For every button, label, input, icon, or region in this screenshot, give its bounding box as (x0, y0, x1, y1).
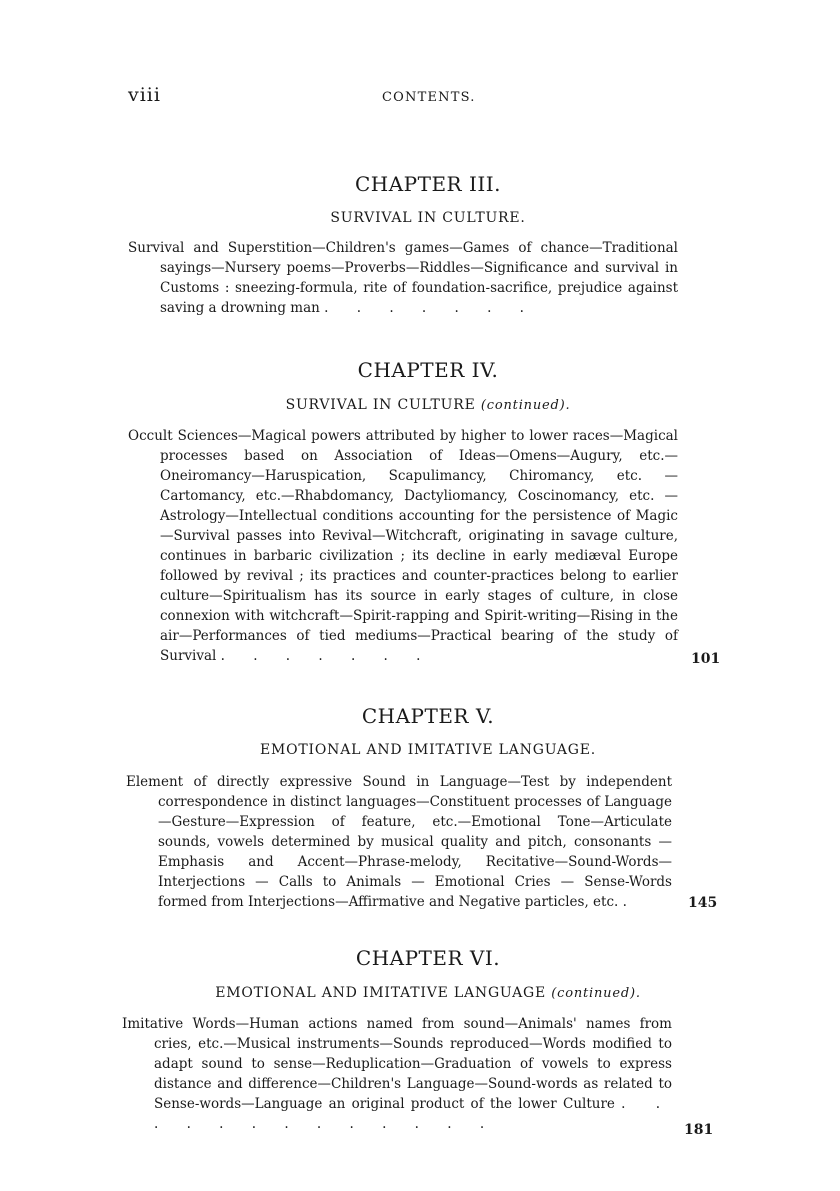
chapter-subtitle-text: EMOTIONAL AND IMITATIVE LANGUAGE. (259, 742, 597, 758)
chapter-summary-text: Survival and Superstition—Children's games—Games of chance—Traditional sayings—Nursery poems—Proverbs—Riddles—Significance and survival in Customs : sneezing-formula, rite of foundation-sacrifice, prejudice against saving a drowning man (128, 240, 678, 316)
chapter-5-entry (120, 704, 720, 912)
page-number: viii (128, 84, 161, 106)
chapter-page-number: 181 (684, 1122, 714, 1138)
chapter-summary-text: Imitative Words—Human actions named from sound—Animals' names from cries, etc.—Musical instruments—Sounds reproduced—Words modified to adapt sound to sense—Reduplication—Graduation of vowels to express distance and difference—Children's Language—Sound-words as related to Sense-words—Language an original product of the lower Culture (122, 1016, 672, 1112)
chapter-subtitle (120, 210, 736, 226)
chapter-4-entry (120, 358, 720, 666)
chapter-page-number: 145 (688, 895, 718, 911)
dot-leaders: . (622, 894, 639, 910)
chapter-subtitle-text: EMOTIONAL AND IMITATIVE LANGUAGE (215, 985, 547, 1001)
chapter-subtitle (120, 397, 736, 413)
chapter-title: CHAPTER IV. (357, 358, 499, 382)
chapter-summary (120, 426, 678, 666)
chapter-summary (120, 238, 678, 318)
dot-leaders: . . . . . . . (324, 300, 536, 316)
chapter-subtitle (120, 985, 736, 1001)
dot-leaders: . . . . . . . (220, 648, 433, 664)
chapter-title: CHAPTER V. (361, 704, 495, 728)
running-title: CONTENTS. (382, 90, 476, 105)
chapter-title: CHAPTER VI. (355, 946, 501, 970)
dot-leaders: . . . . . . . . . . . . . (154, 1096, 673, 1132)
chapter-3-entry (120, 172, 720, 318)
chapter-summary-text: Element of directly expressive Sound in Language—Test by independent correspondence in distinct languages—Constituent processes of Language—Gesture—Expression of feature, etc.—Emotional Tone—Articulate sounds, vowels determined by musical quality and pitch, consonants —Emphasis and Accent—Phrase-melody, Recitative—Sound-Words—Interjections — Calls to Animals — Emotional Cries — Sense-Words formed from Interjections—Affirmative and Negative particles, etc. (126, 774, 672, 910)
chapter-summary (120, 772, 672, 912)
chapter-subtitle-note: (continued). (480, 398, 571, 413)
chapter-subtitle (120, 742, 736, 758)
chapter-summary (120, 1014, 672, 1134)
chapter-6-entry (120, 946, 720, 1138)
chapter-subtitle-text: SURVIVAL IN CULTURE (285, 397, 476, 413)
chapter-subtitle-note: (continued). (551, 986, 641, 1001)
chapter-summary-text: Occult Sciences—Magical powers attributed by higher to lower races—Magical processes based on Association of Ideas—Omens—Augury, etc.—Oneiromancy—Haruspication, Scapulimancy, Chiromancy, etc. —Cartomancy, etc.—Rhabdomancy, Dactyliomancy, Coscinomancy, etc. —Astrology—Intellectual conditions accounting for the persistence of Magic—Survival passes into Revival—Witchcraft, originating in savage culture, continues in barbaric civilization ; its decline in early mediæval Europe followed by revival ; its practices and counter-practices belong to earlier culture—Spiritualism has its source in early stages of culture, in close connexion with witchcraft—Spirit-rapping and Spirit-writing—Rising in the air—Performances of tied mediums—Practical bearing of the study of Survival (128, 428, 678, 664)
chapter-subtitle-text: SURVIVAL IN CULTURE. (330, 210, 526, 226)
chapter-title: CHAPTER III. (354, 172, 502, 196)
chapter-page-number: 101 (691, 651, 721, 667)
